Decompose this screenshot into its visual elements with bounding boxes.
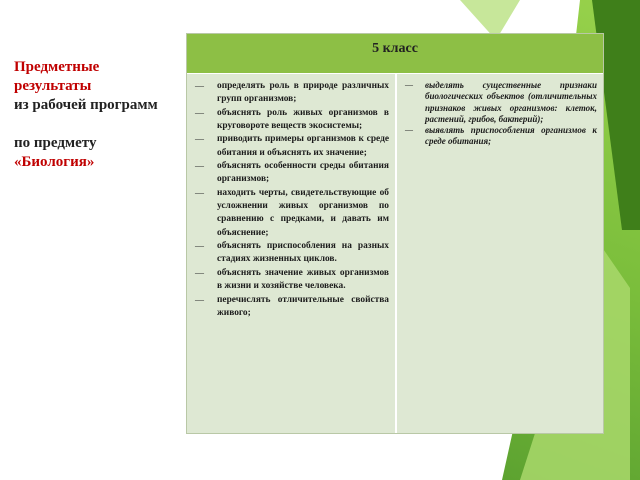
title-spacer [14, 114, 194, 134]
table-cell-left [187, 74, 397, 433]
list-item: — объяснять особенности среды обитания организмов; [191, 160, 389, 187]
table-body [187, 74, 603, 433]
list-item: — объяснять значение живых организмов в жизни и хозяйстве человека. [191, 267, 389, 294]
slide-title [14, 58, 194, 172]
list-item: — приводить примеры организмов к среде обитания и объяснять их значение; [191, 133, 389, 160]
results-table [186, 33, 604, 434]
list-item: — перечислять отличительные свойства живого; [191, 294, 389, 321]
left-list [191, 80, 389, 320]
list-item: — объяснять роль живых организмов в круговороте веществ экосистемы; [191, 107, 389, 134]
title-line-5: «Биология» [14, 154, 95, 170]
table-header: 5 класс [187, 34, 603, 74]
right-list [401, 80, 597, 148]
list-item: — находить черты, свидетельствующие об усложнении живых организмов по сравнению с предками, и давать им объяснение; [191, 187, 389, 240]
title-line-2: результаты [14, 77, 92, 94]
list-item: — выделять существенные признаки биологических объектов (отличительных признаков живых организмов: клеток, растений, грибов, бактерий); [401, 80, 597, 125]
title-line-3: из рабочей программ [14, 96, 158, 113]
table-cell-right [397, 74, 603, 433]
title-line-4: по предмету [14, 135, 97, 152]
list-item: — объяснять приспособления на разных стадиях жизненных циклов. [191, 240, 389, 267]
title-line-1: Предметные [14, 59, 100, 75]
list-item: — выявлять приспособления организмов к среде обитания; [401, 125, 597, 148]
list-item: — определять роль в природе различных групп организмов; [191, 80, 389, 107]
